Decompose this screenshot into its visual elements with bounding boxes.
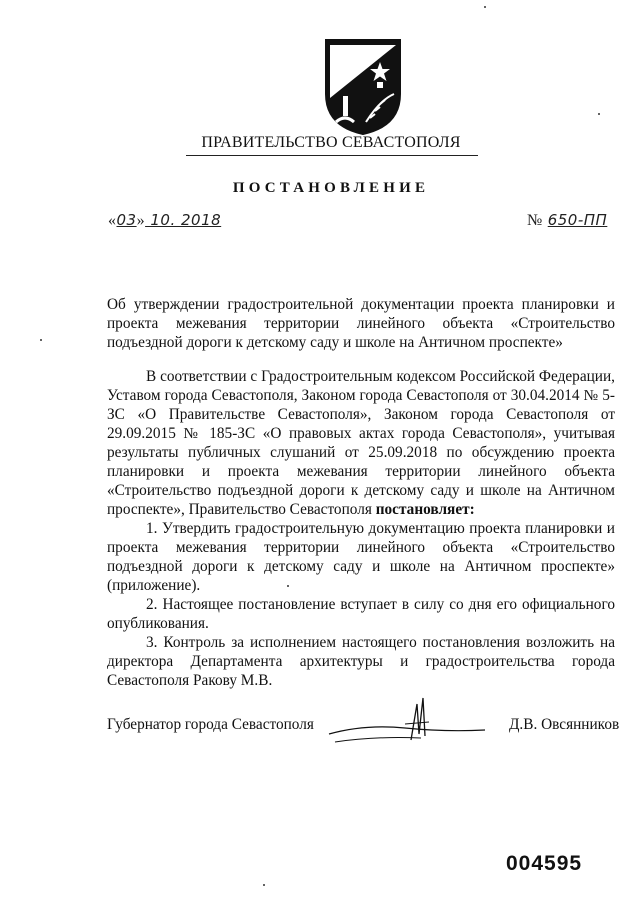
resolution-verb: постановляет: xyxy=(375,501,475,518)
scan-speck xyxy=(263,884,265,886)
handwritten-signature xyxy=(325,694,490,754)
document-number xyxy=(527,211,607,230)
date-month-year: 10. 2018 xyxy=(145,211,222,229)
coat-of-arms-emblem xyxy=(322,36,404,136)
number-label: № xyxy=(527,212,543,229)
scan-speck xyxy=(287,585,289,587)
signatory-name: Д.В. Овсянников xyxy=(509,716,620,733)
document-serial-number: 004595 xyxy=(506,852,583,875)
resolution-item-2: 2. Настоящее постановление вступает в силу со дня его официального опубликования. xyxy=(107,596,615,632)
scan-speck xyxy=(484,6,486,8)
number-value: 650-ПП xyxy=(547,211,608,229)
date-open-quote: « xyxy=(108,212,117,229)
scan-speck xyxy=(598,113,600,115)
government-name: ПРАВИТЕЛЬСТВО СЕВАСТОПОЛЯ xyxy=(201,134,461,151)
date-close-quote: » xyxy=(136,212,146,229)
document-date xyxy=(108,211,221,230)
legal-basis-paragraph xyxy=(107,367,615,519)
legal-basis-text: В соответствии с Градостроительным кодексом Российской Федерации, Уставом города Севастополя, Законом города Севастополя от 30.04.2014 № 5-ЗС «О Правительстве Севастополя», Законом города Севастополя от 29.09.2015 № 185-ЗС «О правовых актах города Севастополя», учитывая результаты публичных слушаний от 25.09.2018 по обсуждению проекта планировки и проекта межевания территории линейного объекта «Строительство подъездной дороги к детскому саду и школе на Античном проспекте», Правительство Севастополя xyxy=(107,368,615,518)
resolution-item-1: 1. Утвердить градостроительную документацию проекта планировки и проекта межевания территории линейного объекта «Строительство подъездной дороги к детскому саду и школе на Античном проспекте» (приложение). xyxy=(107,520,615,594)
signatory-role: Губернатор города Севастополя xyxy=(107,716,314,733)
document-subject: Об утверждении градостроительной документации проекта планировки и проекта межевания территории линейного объекта «Строительство подъездной дороги к детскому саду и школе на Античном проспекте» xyxy=(107,296,615,351)
scan-speck xyxy=(40,339,42,341)
date-day: 03 xyxy=(116,211,137,229)
document-type: ПОСТАНОВЛЕНИЕ xyxy=(232,180,430,196)
resolution-item-3: 3. Контроль за исполнением настоящего постановления возложить на директора Департамента архитектуры и градостроительства города Севастополя Ракову М.В. xyxy=(107,634,615,689)
header-rule xyxy=(186,155,478,156)
